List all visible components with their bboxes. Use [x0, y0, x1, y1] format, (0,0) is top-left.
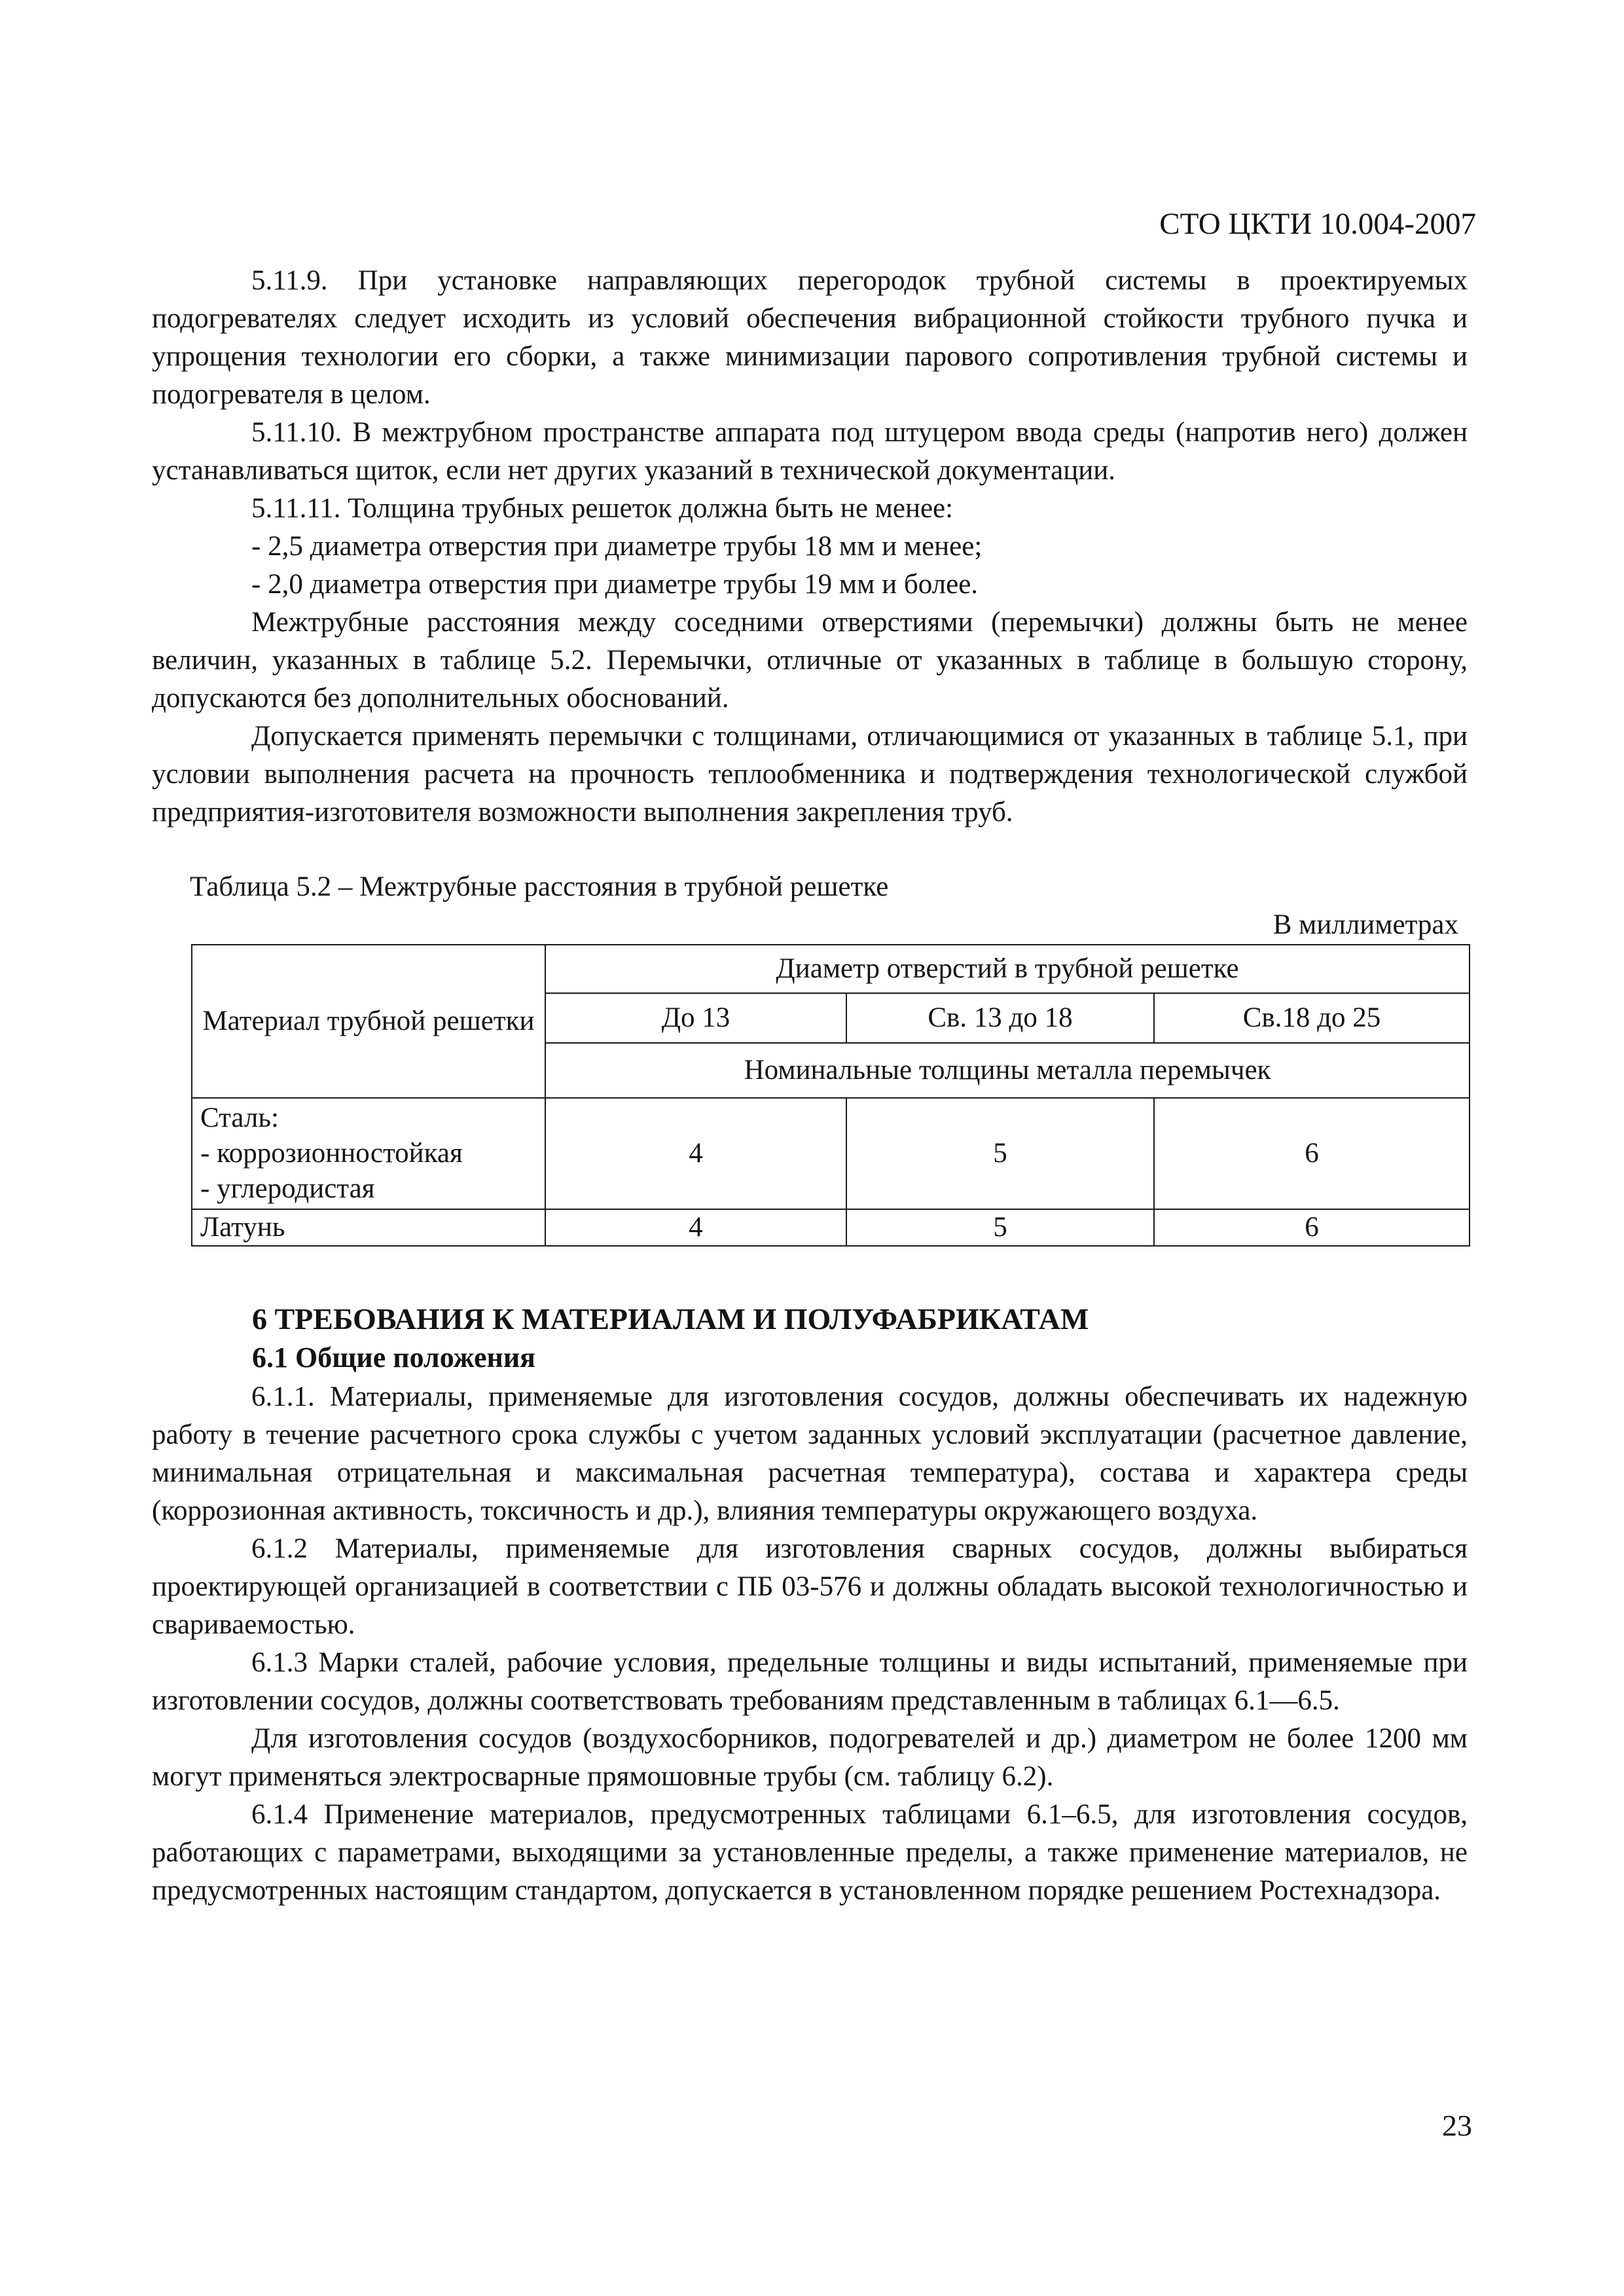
value-cell: 6	[1154, 1098, 1470, 1209]
paragraph-pipes: Для изготовления сосудов (воздухосборников, подогревателей и др.) диаметром не более 1200 мм могут применяться электросварные прямошовные трубы (см. таблицу 6.2).	[152, 1723, 1468, 1792]
value-cell: 5	[846, 1098, 1154, 1209]
tube-spacing-table	[191, 944, 1470, 1247]
header-col: До 13	[545, 993, 846, 1043]
header-col: Св.18 до 25	[1154, 993, 1470, 1043]
material-line: - коррозионностойкая	[200, 1138, 463, 1169]
paragraph-allowed: Допускается применять перемычки с толщинами, отличающимися от указанных в таблице 5.1, при условии выполнения расчета на прочность теплообменника и подтверждения технологической службой предприятия-изготовителя возможности выполнения закрепления труб.	[152, 721, 1468, 828]
value-cell: 5	[846, 1209, 1154, 1246]
top-text-block	[152, 262, 1468, 831]
paragraph-5-11-11: 5.11.11. Толщина трубных решеток должна быть не менее:	[251, 493, 954, 524]
header-col: Св. 13 до 18	[846, 993, 1154, 1043]
paragraph-5-11-10: 5.11.10. В межтрубном пространстве аппарата под штуцером ввода среды (напротив него) должен устанавливаться щиток, если нет других указаний в технической документации.	[152, 417, 1468, 486]
value-cell: 6	[1154, 1209, 1470, 1246]
paragraph-6-1-1: 6.1.1. Материалы, применяемые для изготовления сосудов, должны обеспечивать их надежную работу в течение расчетного срока службы с учетом заданных условий эксплуатации (расчетное давление, минимальная отрицательная и максимальная расчетная температура), состава и характера среды (коррозионная активность, токсичность и др.), влияния температуры окружающего воздуха.	[152, 1381, 1468, 1526]
page-number: 23	[1442, 2109, 1472, 2142]
paragraph-6-1-2: 6.1.2 Материалы, применяемые для изготовления сварных сосудов, должны выбираться проектирующей организацией в соответствии с ПБ 03-576 и должны обладать высокой технологичностью и свариваемостью.	[152, 1533, 1468, 1640]
table-title: Таблица 5.2 – Межтрубные расстояния в трубной решетке	[190, 871, 889, 902]
material-line: Сталь:	[200, 1102, 279, 1133]
table-row	[192, 1098, 1470, 1209]
header-nominal: Номинальные толщины металла перемычек	[545, 1043, 1470, 1098]
paragraph-6-1-3: 6.1.3 Марки сталей, рабочие условия, предельные толщины и виды испытаний, применяемые при изготовлении сосудов, должны соответствовать требованиям представленным в таблицах 6.1—6.5.	[152, 1647, 1468, 1716]
material-line: Латунь	[200, 1212, 285, 1243]
paragraph-6-1-4: 6.1.4 Применение материалов, предусмотренных таблицами 6.1–6.5, для изготовления сосудов, работающих с параметрами, выходящими за установленные пределы, а также применение материалов, не предусмотренных настоящим стандартом, допускается в установленном порядке решением Ростехнадзора.	[152, 1799, 1468, 1906]
bottom-text-block	[152, 1378, 1468, 1910]
header-diameter: Диаметр отверстий в трубной решетке	[545, 945, 1470, 993]
list-item: - 2,0 диаметра отверстия при диаметре трубы 19 мм и более.	[251, 569, 979, 600]
material-cell	[192, 1209, 545, 1246]
material-cell	[192, 1098, 545, 1209]
document-code: СТО ЦКТИ 10.004-2007	[1159, 207, 1476, 241]
table-header-row	[192, 945, 1470, 993]
paragraph-5-11-9: 5.11.9. При установке направляющих перегородок трубной системы в проектируемых подогревателях следует исходить из условий обеспечения вибрационной стойкости трубного пучка и упрощения технологии его сборки, а также минимизации парового сопротивления трубной системы и подогревателя в целом.	[152, 265, 1468, 410]
value-cell: 4	[545, 1098, 846, 1209]
header-material	[192, 945, 545, 1098]
table-units: В миллиметрах	[1272, 909, 1458, 940]
subsection-title: 6.1 Общие положения	[252, 1341, 535, 1374]
material-line: - углеродистая	[200, 1173, 375, 1204]
section-title: 6 ТРЕБОВАНИЯ К МАТЕРИАЛАМ И ПОЛУФАБРИКАТАМ	[252, 1302, 1089, 1336]
list-item: - 2,5 диаметра отверстия при диаметре трубы 18 мм и менее;	[251, 531, 983, 562]
header-material-label: Материал трубной решетки	[202, 1006, 535, 1036]
table-row	[192, 1209, 1470, 1246]
paragraph-spacing: Межтрубные расстояния между соседними отверстиями (перемычки) должны быть не менее величин, указанных в таблице 5.2. Перемычки, отличные от указанных в таблице в большую сторону, допускаются без дополнительных обоснований.	[152, 607, 1468, 714]
value-cell: 4	[545, 1209, 846, 1246]
